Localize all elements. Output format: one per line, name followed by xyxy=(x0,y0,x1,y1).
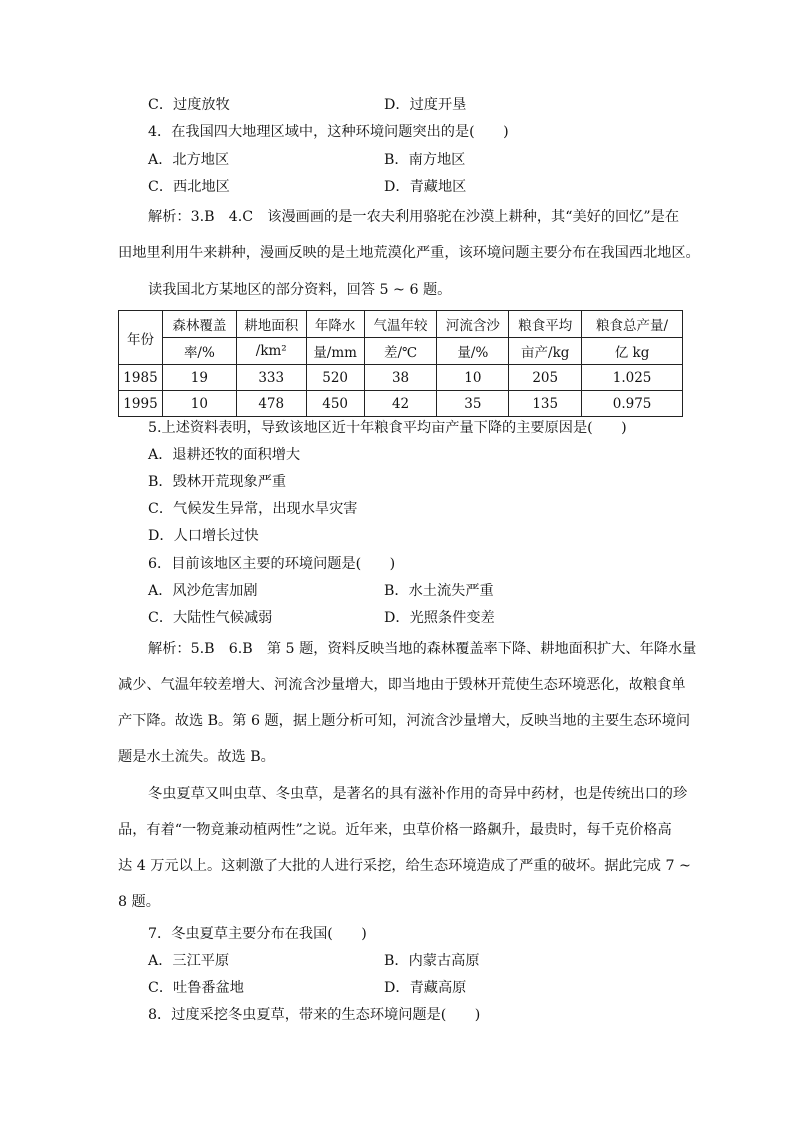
table-header-row-2 xyxy=(119,338,683,365)
explanation-5-6-line-2: 减少、气温年较差增大、河流含沙量增大，即当地由于毁林开荒使生态环境恶化，故粮食单 xyxy=(118,677,686,693)
question-6-stem: 6．目前该地区主要的环境问题是( ) xyxy=(148,556,396,572)
table-cell: 35 xyxy=(437,391,509,417)
intro-5-6: 读我国北方某地区的部分资料，回答 5 ~ 6 题。 xyxy=(148,282,452,298)
table-cell: 478 xyxy=(236,391,306,417)
q5-option-b: B．毁林开荒现象严重 xyxy=(148,474,287,490)
explanation-3-4-line-1: 解析：3.B 4.C 该漫画画的是一农夫利用骆驼在沙漠上耕种，其“美好的回忆”是在 xyxy=(148,209,680,225)
q5-option-a: A．退耕还牧的面积增大 xyxy=(148,447,301,463)
header-forest-unit: 率/% xyxy=(162,338,236,365)
question-5-stem: 5.上述资料表明，导致该地区近十年粮食平均亩产量下降的主要原因是( ) xyxy=(148,420,627,436)
q6-option-b: B．水土流失严重 xyxy=(384,583,494,599)
header-total-output-unit: 亿 kg xyxy=(582,338,683,365)
table-row xyxy=(119,365,683,391)
header-forest: 森林覆盖 xyxy=(162,311,236,338)
q6-option-c: C．大陆性气候减弱 xyxy=(148,610,273,626)
q4-option-c: C．西北地区 xyxy=(148,179,230,195)
explanation-3-4-line-2: 田地里利用牛来耕种，漫画反映的是土地荒漠化严重，该环境问题主要分布在我国西北地区。 xyxy=(118,245,700,261)
header-temp-range-unit: 差/℃ xyxy=(364,338,437,365)
table-cell: 450 xyxy=(306,391,364,417)
q5-option-d: D．人口增长过快 xyxy=(148,528,259,544)
question-7-stem: 7．冬虫夏草主要分布在我国( ) xyxy=(148,926,367,942)
question-8-stem: 8．过度采挖冬虫夏草，带来的生态环境问题是( ) xyxy=(148,1007,481,1023)
header-yield-unit: 亩产/kg xyxy=(509,338,582,365)
passage-7-8-line-2: 品，有着“一物竟兼动植两性”之说。近年来，虫草价格一路飙升，最贵时，每千克价格高 xyxy=(118,822,672,838)
q6-option-a: A．风沙危害加剧 xyxy=(148,583,258,599)
data-table xyxy=(118,310,683,417)
passage-7-8-line-3: 达 4 万元以上。这刺激了大批的人进行采挖，给生态环境造成了严重的破坏。据此完成 7 ~ xyxy=(118,858,691,874)
table-header-row xyxy=(119,311,683,338)
header-sediment: 河流含沙 xyxy=(437,311,509,338)
q7-option-b: B．内蒙古高原 xyxy=(384,953,480,969)
header-yield: 粮食平均 xyxy=(509,311,582,338)
table-cell: 1985 xyxy=(119,365,163,391)
header-temp-range: 气温年较 xyxy=(364,311,437,338)
passage-7-8-line-1: 冬虫夏草又叫虫草、冬虫草，是著名的具有滋补作用的奇异中药材，也是传统出口的珍 xyxy=(148,786,688,802)
q6-option-d: D．光照条件变差 xyxy=(384,610,495,626)
table-cell: 205 xyxy=(509,365,582,391)
option-c: C．过度放牧 xyxy=(148,97,230,113)
table-cell: 333 xyxy=(236,365,306,391)
q4-option-d: D．青藏地区 xyxy=(384,179,467,195)
header-precip: 年降水 xyxy=(306,311,364,338)
passage-7-8-line-4: 8 题。 xyxy=(118,894,160,910)
table-cell: 10 xyxy=(162,391,236,417)
option-d: D．过度开垦 xyxy=(384,97,467,113)
q4-option-b: B．南方地区 xyxy=(384,152,466,168)
q7-option-c: C．吐鲁番盆地 xyxy=(148,980,244,996)
table-cell: 1.025 xyxy=(582,365,683,391)
explanation-5-6-line-3: 产下降。故选 B。第 6 题，据上题分析可知，河流含沙量增大，反映当地的主要生态环境问 xyxy=(118,713,691,729)
header-year: 年份 xyxy=(119,311,163,365)
table-cell: 0.975 xyxy=(582,391,683,417)
explanation-5-6-line-4: 题是水土流失。故选 B。 xyxy=(118,749,275,765)
q5-option-c: C．气候发生异常，出现水旱灾害 xyxy=(148,501,358,517)
table-cell: 1995 xyxy=(119,391,163,417)
explanation-5-6-line-1: 解析：5.B 6.B 第 5 题，资料反映当地的森林覆盖率下降、耕地面积扩大、年降水量 xyxy=(148,641,697,657)
table-cell: 520 xyxy=(306,365,364,391)
table-cell: 135 xyxy=(509,391,582,417)
table-row xyxy=(119,391,683,417)
question-4-stem: 4．在我国四大地理区域中，这种环境问题突出的是( ) xyxy=(148,124,509,140)
table-cell: 42 xyxy=(364,391,437,417)
header-sediment-unit: 量/% xyxy=(437,338,509,365)
q7-option-d: D．青藏高原 xyxy=(384,980,467,996)
q7-option-a: A．三江平原 xyxy=(148,953,230,969)
header-farmland-unit: /km² xyxy=(236,338,306,365)
table-cell: 10 xyxy=(437,365,509,391)
header-precip-unit: 量/mm xyxy=(306,338,364,365)
table-cell: 19 xyxy=(162,365,236,391)
table-cell: 38 xyxy=(364,365,437,391)
header-total-output: 粮食总产量/ xyxy=(582,311,683,338)
header-farmland: 耕地面积 xyxy=(236,311,306,338)
q4-option-a: A．北方地区 xyxy=(148,152,230,168)
